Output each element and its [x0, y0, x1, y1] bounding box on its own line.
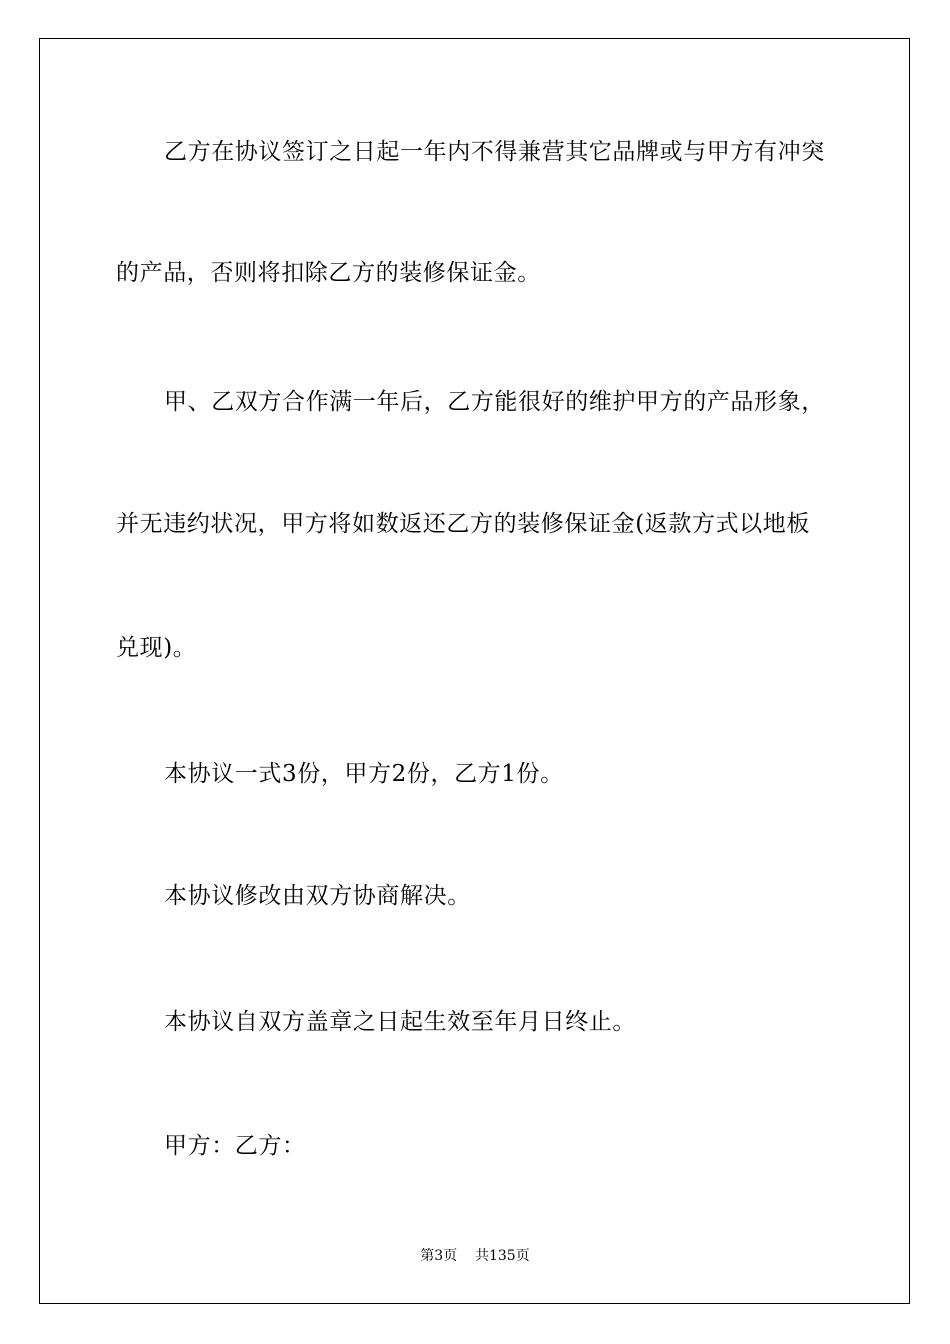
signature-line: 甲方：乙方：: [164, 1133, 306, 1159]
paragraph-1-line-1: 乙方在协议签订之日起一年内不得兼营其它品牌或与甲方有冲突: [164, 139, 825, 165]
page-border: [39, 38, 910, 1304]
paragraph-4: 本协议修改由双方协商解决。: [164, 883, 471, 909]
paragraph-2-line-2: 并无违约状况，甲方将如数返还乙方的装修保证金(返款方式以地板: [116, 511, 810, 537]
paragraph-3: 本协议一式3份，甲方2份，乙方1份。: [164, 761, 564, 787]
paragraph-5: 本协议自双方盖章之日起生效至年月日终止。: [164, 1009, 636, 1035]
paragraph-2-line-3: 兑现)。: [116, 635, 197, 661]
paragraph-2-line-1: 甲、乙双方合作满一年后，乙方能很好的维护甲方的产品形象，: [164, 389, 825, 415]
page-number-footer: 第3页 共135页: [420, 1248, 530, 1264]
paragraph-1-line-2: 的产品，否则将扣除乙方的装修保证金。: [116, 260, 541, 286]
